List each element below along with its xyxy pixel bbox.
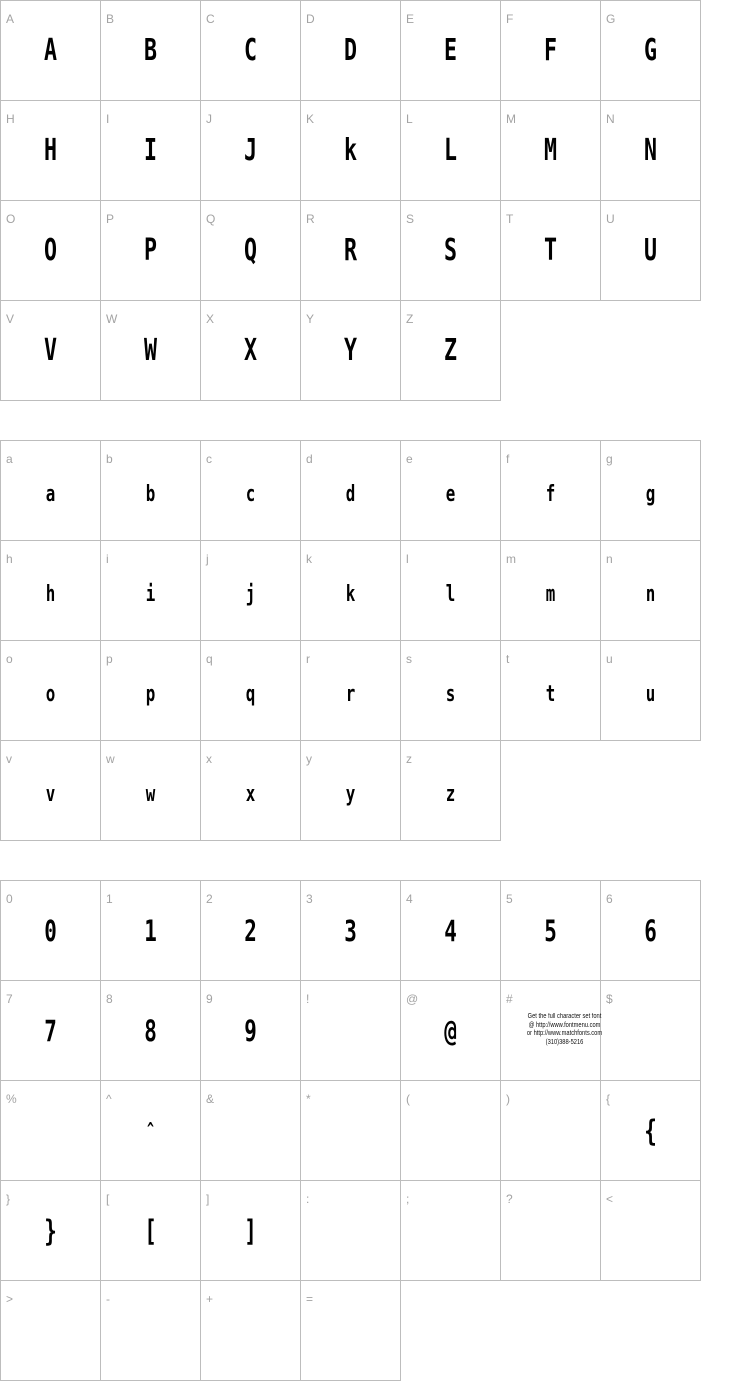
glyph-cell-label: S xyxy=(406,212,415,226)
glyph-cell-label: * xyxy=(306,1092,311,1106)
glyph-cell-label: : xyxy=(306,1192,310,1206)
glyph-sample: h xyxy=(45,582,56,607)
glyph-sample: 6 xyxy=(644,914,657,948)
glyph-sample: D xyxy=(343,33,358,68)
glyph-cell xyxy=(0,880,101,981)
glyph-sample: Y xyxy=(343,333,358,368)
glyph-sample: d xyxy=(345,482,356,507)
glyph-sample: P xyxy=(143,233,158,268)
glyph-sample: 0 xyxy=(44,914,57,948)
glyph-sample: e xyxy=(445,482,456,507)
glyph-sample: X xyxy=(243,333,258,368)
glyph-cell xyxy=(400,980,501,1081)
glyph-cell xyxy=(400,640,501,741)
glyph-sample: C xyxy=(243,33,258,68)
glyph-cell-label: H xyxy=(6,112,15,126)
glyph-sample: S xyxy=(443,233,458,268)
glyph-sample: E xyxy=(443,33,458,68)
glyph-cell-label: 0 xyxy=(6,892,13,906)
promo-line: (310)388-5216 xyxy=(545,1038,584,1046)
glyph-cell-label: M xyxy=(506,112,516,126)
glyph-cell xyxy=(100,1080,201,1181)
glyph-cell-label: s xyxy=(406,652,412,666)
glyph-cell-label: Q xyxy=(206,212,216,226)
glyph-cell xyxy=(200,440,301,541)
glyph-cell xyxy=(200,1280,301,1381)
glyph-cell-label: x xyxy=(206,752,212,766)
glyph-sample: k xyxy=(345,582,356,607)
glyph-cell xyxy=(200,980,301,1081)
glyph-sample: Z xyxy=(443,333,458,368)
glyph-cell xyxy=(300,0,401,101)
glyph-cell-label: ! xyxy=(306,992,310,1006)
glyph-cell xyxy=(500,880,601,981)
glyph-cell xyxy=(500,440,601,541)
glyph-cell xyxy=(400,740,501,841)
glyph-cell-label: l xyxy=(406,552,409,566)
glyph-cell xyxy=(500,200,601,301)
glyph-cell xyxy=(500,100,601,201)
glyph-sample: @ xyxy=(444,1014,457,1048)
glyph-cell xyxy=(300,440,401,541)
glyph-cell xyxy=(0,440,101,541)
glyph-sample: W xyxy=(143,333,158,368)
glyph-sample: s xyxy=(445,682,456,707)
glyph-cell-label: 4 xyxy=(406,892,413,906)
glyph-sample: T xyxy=(543,233,558,268)
glyph-cell xyxy=(600,1180,701,1281)
glyph-cell-label: T xyxy=(506,212,514,226)
glyph-cell-label: [ xyxy=(106,1192,110,1206)
glyph-sample: i xyxy=(145,582,156,607)
glyph-sample: x xyxy=(245,782,256,807)
glyph-cell-label: y xyxy=(306,752,312,766)
glyph-cell xyxy=(200,100,301,201)
glyph-cell xyxy=(0,300,101,401)
glyph-cell xyxy=(200,0,301,101)
glyph-cell xyxy=(100,1280,201,1381)
glyph-cell xyxy=(400,1080,501,1181)
glyph-cell xyxy=(0,1180,101,1281)
glyph-cell-label: & xyxy=(206,1092,215,1106)
glyph-sample: g xyxy=(645,482,656,507)
glyph-cell-label: - xyxy=(106,1292,110,1306)
glyph-cell-label: n xyxy=(606,552,613,566)
glyph-cell xyxy=(600,200,701,301)
glyph-sample: o xyxy=(45,682,56,707)
glyph-sample: 3 xyxy=(344,914,357,948)
glyph-cell-label: ; xyxy=(406,1192,410,1206)
glyph-cell xyxy=(0,0,101,101)
glyph-sample: k xyxy=(343,133,358,168)
glyph-cell xyxy=(100,100,201,201)
glyph-cell xyxy=(500,980,601,1081)
promo-line: @ http://www.fontmenu.com xyxy=(528,1021,601,1029)
promo-line: or http://www.matchfonts.com xyxy=(526,1030,603,1037)
glyph-sample: L xyxy=(443,133,458,168)
glyph-cell xyxy=(400,0,501,101)
glyph-cell xyxy=(600,1080,701,1181)
glyph-cell-label: B xyxy=(106,12,115,26)
glyph-cell xyxy=(100,540,201,641)
glyph-cell-label: o xyxy=(6,652,13,666)
glyph-sample: } xyxy=(44,1214,57,1248)
glyph-cell-label: d xyxy=(306,452,313,466)
glyph-sample: 7 xyxy=(44,1014,57,1048)
glyph-cell-label: p xyxy=(106,652,113,666)
glyph-cell xyxy=(100,440,201,541)
glyph-sample: A xyxy=(43,33,58,68)
glyph-cell-label: ] xyxy=(206,1192,210,1206)
glyph-cell-label: 1 xyxy=(106,892,113,906)
glyph-cell-label: w xyxy=(106,752,115,766)
glyph-cell xyxy=(0,980,101,1081)
glyph-cell-label: G xyxy=(606,12,616,26)
glyph-cell xyxy=(100,200,201,301)
glyph-cell-label: D xyxy=(306,12,315,26)
glyph-grid-uppercase xyxy=(0,0,701,401)
glyph-cell-label: ) xyxy=(506,1092,510,1106)
glyph-cell-label: 3 xyxy=(306,892,313,906)
glyph-cell xyxy=(0,100,101,201)
glyph-cell xyxy=(400,540,501,641)
glyph-cell-label: X xyxy=(206,312,215,326)
glyph-cell xyxy=(100,640,201,741)
glyph-cell xyxy=(600,640,701,741)
glyph-cell xyxy=(300,740,401,841)
glyph-cell-label: V xyxy=(6,312,15,326)
glyph-cell xyxy=(100,740,201,841)
glyph-sample: q xyxy=(245,682,256,707)
glyph-cell-label: e xyxy=(406,452,413,466)
glyph-cell-label: k xyxy=(306,552,312,566)
glyph-cell xyxy=(600,540,701,641)
glyph-cell-label: N xyxy=(606,112,615,126)
glyph-cell-label: U xyxy=(606,212,615,226)
glyph-sample: 2 xyxy=(244,914,257,948)
glyph-sample: F xyxy=(543,33,558,68)
glyph-cell-label: $ xyxy=(606,992,613,1006)
glyph-cell-label: Z xyxy=(406,312,414,326)
glyph-sample: N xyxy=(643,133,658,168)
glyph-cell-label: v xyxy=(6,752,12,766)
glyph-sample: J xyxy=(243,133,258,168)
glyph-cell-label: f xyxy=(506,452,510,466)
glyph-cell-label: u xyxy=(606,652,613,666)
glyph-cell xyxy=(200,1180,301,1281)
glyph-sample: ] xyxy=(244,1214,257,1248)
glyph-cell-label: P xyxy=(106,212,115,226)
glyph-cell-label: 5 xyxy=(506,892,513,906)
glyph-cell-label: < xyxy=(606,1192,614,1206)
glyph-cell-label: W xyxy=(106,312,118,326)
glyph-cell-label: > xyxy=(6,1292,14,1306)
glyph-cell xyxy=(300,1280,401,1381)
glyph-sample: v xyxy=(45,782,56,807)
glyph-cell xyxy=(200,200,301,301)
glyph-cell-label: + xyxy=(206,1292,214,1306)
glyph-cell-label: E xyxy=(406,12,415,26)
glyph-cell-label: Y xyxy=(306,312,315,326)
glyph-cell xyxy=(600,980,701,1081)
glyph-cell-label: L xyxy=(406,112,413,126)
glyph-sample: O xyxy=(43,233,58,268)
glyph-cell-label: z xyxy=(406,752,412,766)
glyph-cell-label: 9 xyxy=(206,992,213,1006)
glyph-sample: p xyxy=(145,682,156,707)
glyph-cell-label: 2 xyxy=(206,892,213,906)
glyph-cell xyxy=(400,880,501,981)
glyph-cell-label: ( xyxy=(406,1092,410,1106)
glyph-cell xyxy=(200,740,301,841)
glyph-sample: j xyxy=(245,582,256,607)
glyph-cell-label: # xyxy=(506,992,513,1006)
glyph-cell xyxy=(600,100,701,201)
glyph-cell-label: c xyxy=(206,452,212,466)
glyph-cell xyxy=(600,880,701,981)
glyph-cell xyxy=(400,100,501,201)
glyph-cell xyxy=(200,300,301,401)
glyph-sample: y xyxy=(345,782,356,807)
glyph-sample: r xyxy=(345,682,356,707)
glyph-cell xyxy=(200,880,301,981)
glyph-sample: Q xyxy=(243,233,258,268)
glyph-cell xyxy=(400,300,501,401)
glyph-cell xyxy=(600,440,701,541)
glyph-cell-label: a xyxy=(6,452,13,466)
glyph-cell xyxy=(300,200,401,301)
glyph-cell-label: { xyxy=(606,1092,611,1106)
glyph-cell xyxy=(400,440,501,541)
glyph-cell-label: q xyxy=(206,652,213,666)
glyph-cell xyxy=(300,1080,401,1181)
glyph-cell xyxy=(600,0,701,101)
glyph-cell xyxy=(100,1180,201,1281)
glyph-sample: b xyxy=(145,482,156,507)
glyph-sample: a xyxy=(45,482,56,507)
glyph-cell xyxy=(0,740,101,841)
glyph-cell xyxy=(0,540,101,641)
glyph-cell xyxy=(100,980,201,1081)
glyph-cell-label: 8 xyxy=(106,992,113,1006)
glyph-cell xyxy=(500,0,601,101)
glyph-sample: { xyxy=(644,1114,657,1148)
glyph-sample: f xyxy=(545,482,556,507)
glyph-grid-lowercase xyxy=(0,440,701,841)
glyph-sample: B xyxy=(143,33,158,68)
glyph-cell xyxy=(0,1280,101,1381)
glyph-cell-label: O xyxy=(6,212,16,226)
glyph-sample: z xyxy=(445,782,456,807)
glyph-cell-label: 7 xyxy=(6,992,13,1006)
glyph-cell xyxy=(500,540,601,641)
glyph-cell xyxy=(100,0,201,101)
glyph-cell xyxy=(100,300,201,401)
glyph-cell xyxy=(300,100,401,201)
glyph-sample: U xyxy=(643,233,658,268)
glyph-cell-label: r xyxy=(306,652,310,666)
glyph-cell-label: j xyxy=(206,552,209,566)
glyph-sample: [ xyxy=(144,1214,157,1248)
glyph-cell xyxy=(200,1080,301,1181)
glyph-sample: 5 xyxy=(544,914,557,948)
glyph-cell-label: = xyxy=(306,1292,314,1306)
glyph-cell-label: C xyxy=(206,12,215,26)
glyph-cell xyxy=(0,200,101,301)
glyph-sample: 8 xyxy=(144,1014,157,1048)
glyph-sample: H xyxy=(43,133,58,168)
glyph-cell xyxy=(0,640,101,741)
glyph-cell-label: I xyxy=(106,112,110,126)
glyph-cell-label: A xyxy=(6,12,15,26)
glyph-cell-label: 6 xyxy=(606,892,613,906)
glyph-cell xyxy=(100,880,201,981)
glyph-cell-label: } xyxy=(6,1192,11,1206)
glyph-sample: l xyxy=(445,582,456,607)
glyph-cell xyxy=(300,1180,401,1281)
glyph-sample: V xyxy=(43,333,58,368)
glyph-cell-label: F xyxy=(506,12,514,26)
glyph-cell xyxy=(200,540,301,641)
glyph-cell xyxy=(300,540,401,641)
glyph-cell-label: ? xyxy=(506,1192,513,1206)
glyph-sample: M xyxy=(543,133,558,168)
promo-note xyxy=(519,1013,610,1047)
glyph-sample: ^ xyxy=(147,1119,154,1138)
glyph-cell-label: R xyxy=(306,212,315,226)
glyph-grid-digits-symbols xyxy=(0,880,701,1381)
promo-line: Get the full character set font xyxy=(527,1013,602,1020)
glyph-cell xyxy=(300,880,401,981)
glyph-cell xyxy=(300,640,401,741)
glyph-cell xyxy=(0,1080,101,1181)
glyph-cell-label: m xyxy=(506,552,516,566)
glyph-cell xyxy=(200,640,301,741)
glyph-sample: 4 xyxy=(444,914,457,948)
glyph-cell-label: h xyxy=(6,552,13,566)
glyph-cell xyxy=(300,980,401,1081)
glyph-cell xyxy=(400,1180,501,1281)
glyph-cell-label: g xyxy=(606,452,613,466)
glyph-sample: 1 xyxy=(144,914,157,948)
glyph-cell xyxy=(400,200,501,301)
glyph-cell-label: % xyxy=(6,1092,17,1106)
glyph-sample: m xyxy=(545,582,556,607)
glyph-sample: I xyxy=(143,133,158,168)
glyph-cell-label: i xyxy=(106,552,109,566)
glyph-sample: R xyxy=(343,233,358,268)
glyph-sample: c xyxy=(245,482,256,507)
glyph-sample: w xyxy=(145,782,156,807)
glyph-cell xyxy=(300,300,401,401)
glyph-cell xyxy=(500,640,601,741)
glyph-cell-label: K xyxy=(306,112,315,126)
glyph-cell-label: b xyxy=(106,452,113,466)
glyph-sample: 9 xyxy=(244,1014,257,1048)
glyph-sample: G xyxy=(643,33,658,68)
glyph-cell-label: J xyxy=(206,112,212,126)
glyph-sample: n xyxy=(645,582,656,607)
glyph-cell xyxy=(500,1180,601,1281)
glyph-cell xyxy=(500,1080,601,1181)
glyph-cell-label: t xyxy=(506,652,510,666)
glyph-cell-label: ^ xyxy=(106,1092,112,1106)
glyph-sample: t xyxy=(545,682,556,707)
glyph-sample: u xyxy=(645,682,656,707)
glyph-cell-label: @ xyxy=(406,992,419,1006)
